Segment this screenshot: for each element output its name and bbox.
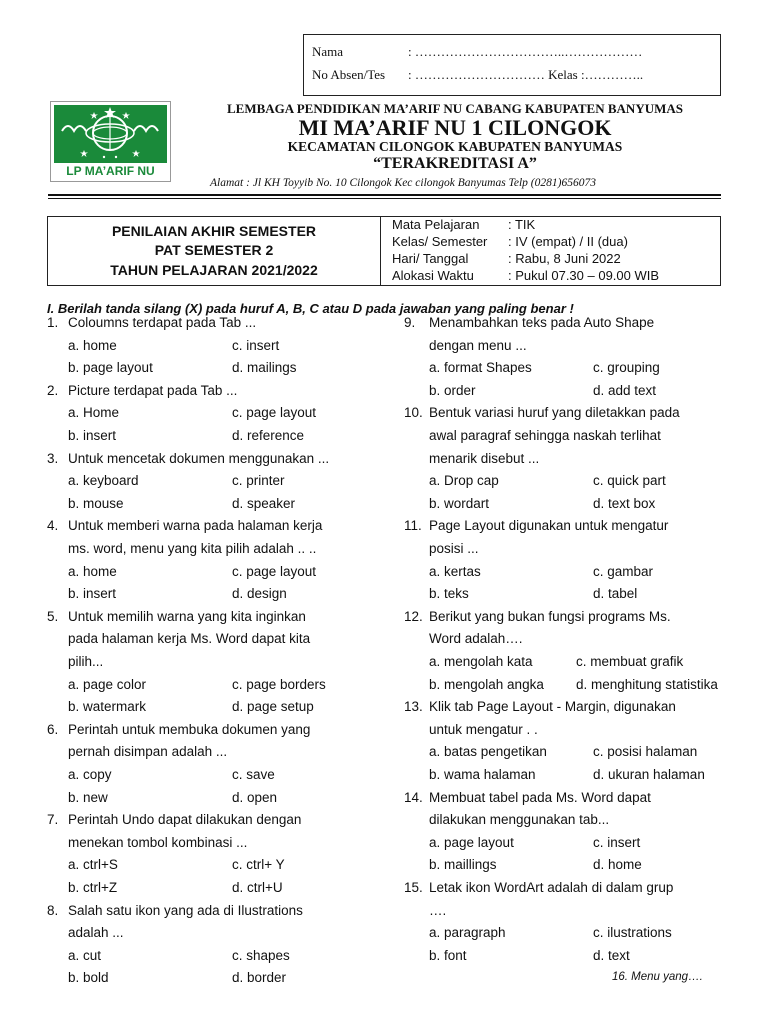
question-text-continued: menekan tombol kombinasi ... (68, 834, 248, 850)
header-divider-thin (48, 198, 721, 199)
answer-option-d[interactable]: d. menghitung statistika (576, 676, 718, 692)
school-address: Alamat : Jl KH Toyyib No. 10 Cilongok Kec cilongok Banyumas Telp (0281)656073 (210, 177, 596, 189)
question-text: Salah satu ikon yang ada di Ilustrations (68, 902, 303, 918)
question-text-continued: untuk mengatur . . (429, 721, 538, 737)
header-divider (48, 194, 721, 196)
info-value: : IV (empat) / II (dua) (508, 234, 628, 249)
answer-option-c[interactable]: c. save (232, 767, 275, 782)
question-text-continued: Word adalah…. (429, 631, 523, 647)
question-13 (404, 699, 676, 714)
student-identity-box (303, 34, 721, 96)
answer-option-a[interactable]: a. mengolah kata (429, 654, 533, 669)
question-number: 8. (47, 902, 59, 918)
question-number: 2. (47, 382, 59, 398)
name-row (312, 44, 642, 60)
info-subject (392, 217, 535, 232)
question-number: 15. (404, 880, 423, 895)
answer-option-d[interactable]: d. text (593, 947, 630, 963)
answer-option-d[interactable]: d. text box (593, 495, 656, 511)
question-text-continued: menarik disebut ... (429, 450, 540, 466)
accreditation: “TERAKREDITASI A” (373, 155, 537, 172)
question-number: 14. (404, 789, 423, 805)
answer-option-b[interactable]: b. mouse (68, 495, 124, 511)
district-line: KECAMATAN CILONGOK KABUPATEN BANYUMAS (287, 139, 623, 154)
info-value: : Pukul 07.30 – 09.00 WIB (508, 268, 660, 283)
answer-option-a[interactable]: a. Home (68, 405, 120, 421)
info-class (392, 234, 628, 249)
answer-option-a[interactable]: a. keyboard (68, 473, 139, 489)
answer-option-b[interactable]: b. maillings (429, 857, 497, 873)
question-number: 4. (47, 518, 59, 534)
question-number: 11. (404, 518, 422, 534)
question-number: 1. (47, 315, 59, 330)
question-2 (47, 383, 237, 398)
answer-option-c[interactable]: c. posisi halaman (593, 744, 698, 760)
info-label: Hari/ Tanggal (392, 251, 469, 266)
question-text: Picture terdapat pada Tab ... (68, 382, 238, 398)
answer-option-d[interactable]: d. add text (593, 382, 657, 398)
question-number: 10. (404, 405, 423, 421)
question-text-continued: awal paragraf sehingga naskah terlihat (429, 428, 661, 443)
question-text-continued: adalah ... (68, 925, 124, 941)
answer-option-b[interactable]: b. insert (68, 586, 117, 602)
absen-kelas-field: : ………………………… Kelas :………….. (408, 67, 644, 82)
exam-title-3: TAHUN PELAJARAN 2021/2022 (110, 262, 318, 278)
answer-option-b[interactable]: b. page layout (68, 360, 153, 376)
info-time (392, 268, 659, 283)
question-number: 12. (404, 608, 423, 624)
institution-line: LEMBAGA PENDIDIKAN MA’ARIF NU CABANG KABUPATEN BANYUMAS (227, 101, 683, 116)
question-text: Untuk memilih warna yang kita inginkan (68, 608, 306, 624)
question-number: 9. (404, 315, 416, 330)
answer-option-d[interactable]: d. mailings (232, 360, 297, 376)
answer-option-c[interactable]: c. insert (232, 337, 280, 353)
question-number: 5. (47, 608, 59, 624)
answer-option-a[interactable]: a. page color (68, 676, 147, 692)
instruction-text: I. Berilah tanda silang (X) pada huruf A, B, C atau D pada jawaban yang paling benar ! (47, 301, 574, 316)
answer-option-b[interactable]: b. watermark (68, 699, 147, 715)
question-text-continued: dilakukan menggunakan tab... (429, 812, 610, 828)
question-text: Untuk memberi warna pada halaman kerja (68, 518, 323, 534)
question-text-continued: pilih... (68, 654, 104, 669)
question-text: Coloumns terdapat pada Tab ... (68, 315, 257, 330)
answer-option-b[interactable]: b. font (429, 947, 467, 963)
answer-option-d[interactable]: d. design (232, 586, 287, 602)
answer-option-b[interactable]: b. ctrl+Z (68, 880, 118, 895)
info-label: Mata Pelajaran (392, 217, 480, 232)
answer-option-a[interactable]: a. page layout (429, 834, 514, 850)
question-5 (47, 609, 306, 624)
answer-option-b[interactable]: b. new (68, 789, 108, 805)
question-text-continued: ms. word, menu yang kita pilih adalah .. .. (68, 541, 317, 556)
answer-option-a[interactable]: a. kertas (429, 563, 481, 579)
question-text-continued: posisi ... (429, 541, 479, 556)
info-label: Alokasi Waktu (392, 268, 474, 283)
question-11 (404, 518, 668, 533)
answer-option-c[interactable]: c. quick part (593, 473, 666, 489)
absen-label: No Absen/Tes (312, 67, 386, 82)
answer-option-c[interactable]: c. grouping (593, 360, 660, 376)
answer-option-b[interactable]: b. wordart (429, 495, 490, 511)
question-number: 3. (47, 450, 59, 466)
question-4 (47, 518, 322, 533)
question-text: Berikut yang bukan fungsi programs Ms. (429, 608, 671, 624)
info-value: : TIK (508, 217, 536, 232)
exam-title-2: PAT SEMESTER 2 (154, 242, 274, 258)
answer-option-d[interactable]: d. speaker (232, 495, 296, 511)
answer-option-a[interactable]: a. ctrl+S (68, 857, 118, 873)
question-text: Bentuk variasi huruf yang diletakkan pada (429, 405, 680, 421)
question-14 (404, 790, 651, 805)
answer-option-c[interactable]: c. ilustrations (593, 925, 672, 941)
answer-option-a[interactable]: a. format Shapes (429, 360, 532, 376)
exam-title-1: PENILAIAN AKHIR SEMESTER (111, 223, 317, 239)
question-text: Klik tab Page Layout - Margin, digunakan (429, 699, 676, 715)
answer-option-c[interactable]: c. shapes (232, 947, 290, 963)
question-3 (47, 451, 329, 466)
question-text: Untuk mencetak dokumen menggunakan ... (68, 450, 330, 466)
answer-option-d[interactable]: d. open (232, 789, 278, 805)
question-text-continued: pernah disimpan adalah ... (68, 744, 228, 760)
name-field: : ……………………………..……………… (408, 44, 643, 59)
question-1 (47, 315, 256, 330)
school-name: MI MA’ARIF NU 1 CILONGOK (298, 115, 612, 140)
logo-caption: LP MA’ARIF NU (66, 164, 155, 178)
info-value: : Rabu, 8 Juni 2022 (508, 251, 621, 266)
question-number: 13. (404, 699, 423, 715)
question-text: Perintah Undo dapat dilakukan dengan (68, 812, 302, 828)
answer-option-c[interactable]: c. membuat grafik (576, 654, 684, 669)
answer-option-a[interactable]: a. batas pengetikan (429, 744, 547, 760)
question-text-continued: dengan menu ... (429, 337, 527, 353)
answer-option-b[interactable]: b. bold (68, 970, 109, 986)
answer-option-d[interactable]: d. home (593, 857, 642, 873)
answer-option-a[interactable]: a. home (68, 563, 117, 579)
answer-option-d[interactable]: d. ukuran halaman (593, 767, 705, 782)
name-label: Nama (312, 44, 344, 59)
answer-option-c[interactable]: c. page layout (232, 405, 317, 421)
question-text: Menambahkan teks pada Auto Shape (429, 315, 655, 330)
question-10 (404, 405, 680, 420)
question-text-continued: …. (429, 902, 447, 918)
answer-option-b[interactable]: b. order (429, 382, 476, 398)
question-text: Perintah untuk membuka dokumen yang (68, 721, 311, 737)
answer-option-a[interactable]: a. paragraph (429, 925, 506, 941)
question-12 (404, 609, 671, 624)
answer-option-b[interactable]: b. teks (429, 586, 469, 602)
question-8 (47, 903, 303, 918)
answer-option-c[interactable]: c. page layout (232, 563, 317, 579)
answer-option-c[interactable]: c. ctrl+ Y (232, 857, 285, 873)
answer-option-a[interactable]: a. copy (68, 767, 112, 782)
question-9 (404, 315, 654, 330)
absen-row (312, 67, 643, 83)
school-logo (50, 101, 171, 182)
answer-option-c[interactable]: c. printer (232, 473, 285, 489)
exam-info-table (47, 216, 721, 286)
question-15 (404, 880, 673, 895)
question-7 (47, 812, 301, 827)
info-label: Kelas/ Semester (392, 234, 488, 249)
question-text-continued: pada halaman kerja Ms. Word dapat kita (68, 631, 311, 647)
answer-option-d[interactable]: d. tabel (593, 586, 638, 602)
logo-emblem-icon (54, 105, 167, 163)
answer-option-a[interactable]: a. home (68, 337, 117, 353)
answer-option-c[interactable]: c. insert (593, 834, 641, 850)
answer-option-d[interactable]: d. reference (232, 428, 305, 443)
question-text: Page Layout digunakan untuk mengatur (429, 518, 669, 534)
table-divider (380, 217, 381, 285)
answer-option-c[interactable]: c. page borders (232, 676, 326, 692)
question-number: 7. (47, 812, 59, 828)
answer-option-c[interactable]: c. gambar (593, 563, 654, 579)
answer-option-d[interactable]: d. ctrl+U (232, 880, 283, 895)
answer-option-a[interactable]: a. cut (68, 947, 102, 963)
question-6 (47, 722, 310, 737)
next-page-hint: 16. Menu yang…. (612, 971, 703, 983)
answer-option-b[interactable]: b. wama halaman (429, 767, 536, 782)
answer-option-b[interactable]: b. insert (68, 428, 117, 443)
question-number: 6. (47, 721, 59, 737)
answer-option-b[interactable]: b. mengolah angka (429, 676, 544, 692)
answer-option-a[interactable]: a. Drop cap (429, 473, 499, 489)
answer-option-d[interactable]: d. page setup (232, 699, 314, 715)
info-date (392, 251, 621, 266)
question-text: Membuat tabel pada Ms. Word dapat (429, 789, 651, 805)
answer-option-d[interactable]: d. border (232, 970, 287, 986)
question-text: Letak ikon WordArt adalah di dalam grup (429, 880, 674, 895)
